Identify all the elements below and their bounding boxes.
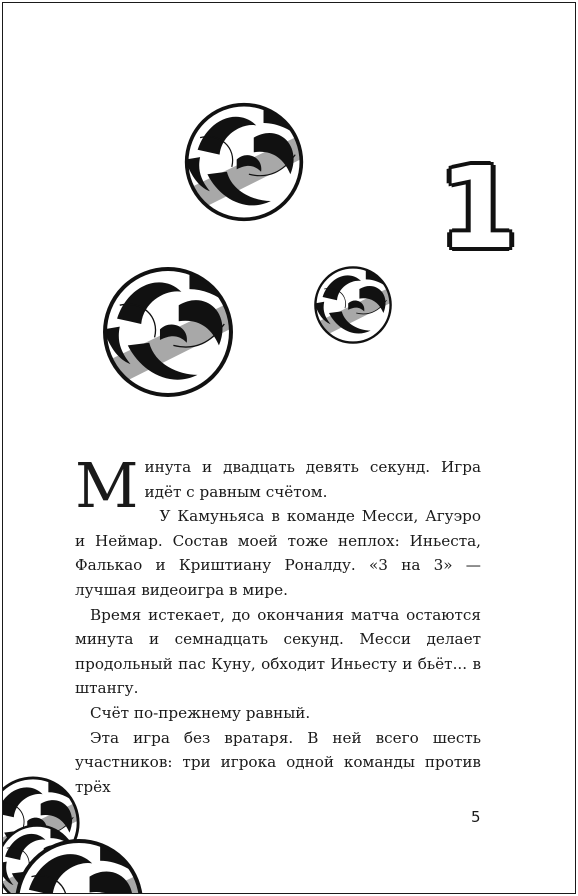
soccer-ball-icon	[101, 265, 235, 399]
drop-cap: М	[75, 449, 139, 522]
paragraph: У Камуньяса в команде Месси, Агуэро и Неймар. Состав моей тоже неплох: Иньеста, Фалькао и Криштиану Роналду. «3 на 3» — лучшая видеоигра в мире.	[75, 507, 481, 599]
paragraph: Время истекает, до окончания матча остаются минута и семнадцать секунд. Месси делает продольный пас Куну, обходит Иньесту и бьёт... в штангу.	[75, 605, 481, 698]
chapter-number: 1	[439, 144, 517, 274]
paragraph	[75, 449, 481, 522]
paragraph-text: инута и двадцать девять секунд. Игра идёт с равным счётом.	[144, 458, 481, 501]
soccer-ball-icon	[313, 265, 393, 345]
book-page	[2, 2, 576, 894]
soccer-ball-icon	[183, 101, 305, 223]
page-number: 5	[471, 808, 481, 826]
paragraph: Счёт по-прежнему равный.	[90, 703, 311, 722]
chapter-body-text	[75, 449, 481, 799]
soccer-ball-icon	[13, 837, 145, 894]
paragraph: Эта игра без вратаря. В ней всего шесть участников: три игрока одной команды против трёх	[75, 728, 481, 796]
